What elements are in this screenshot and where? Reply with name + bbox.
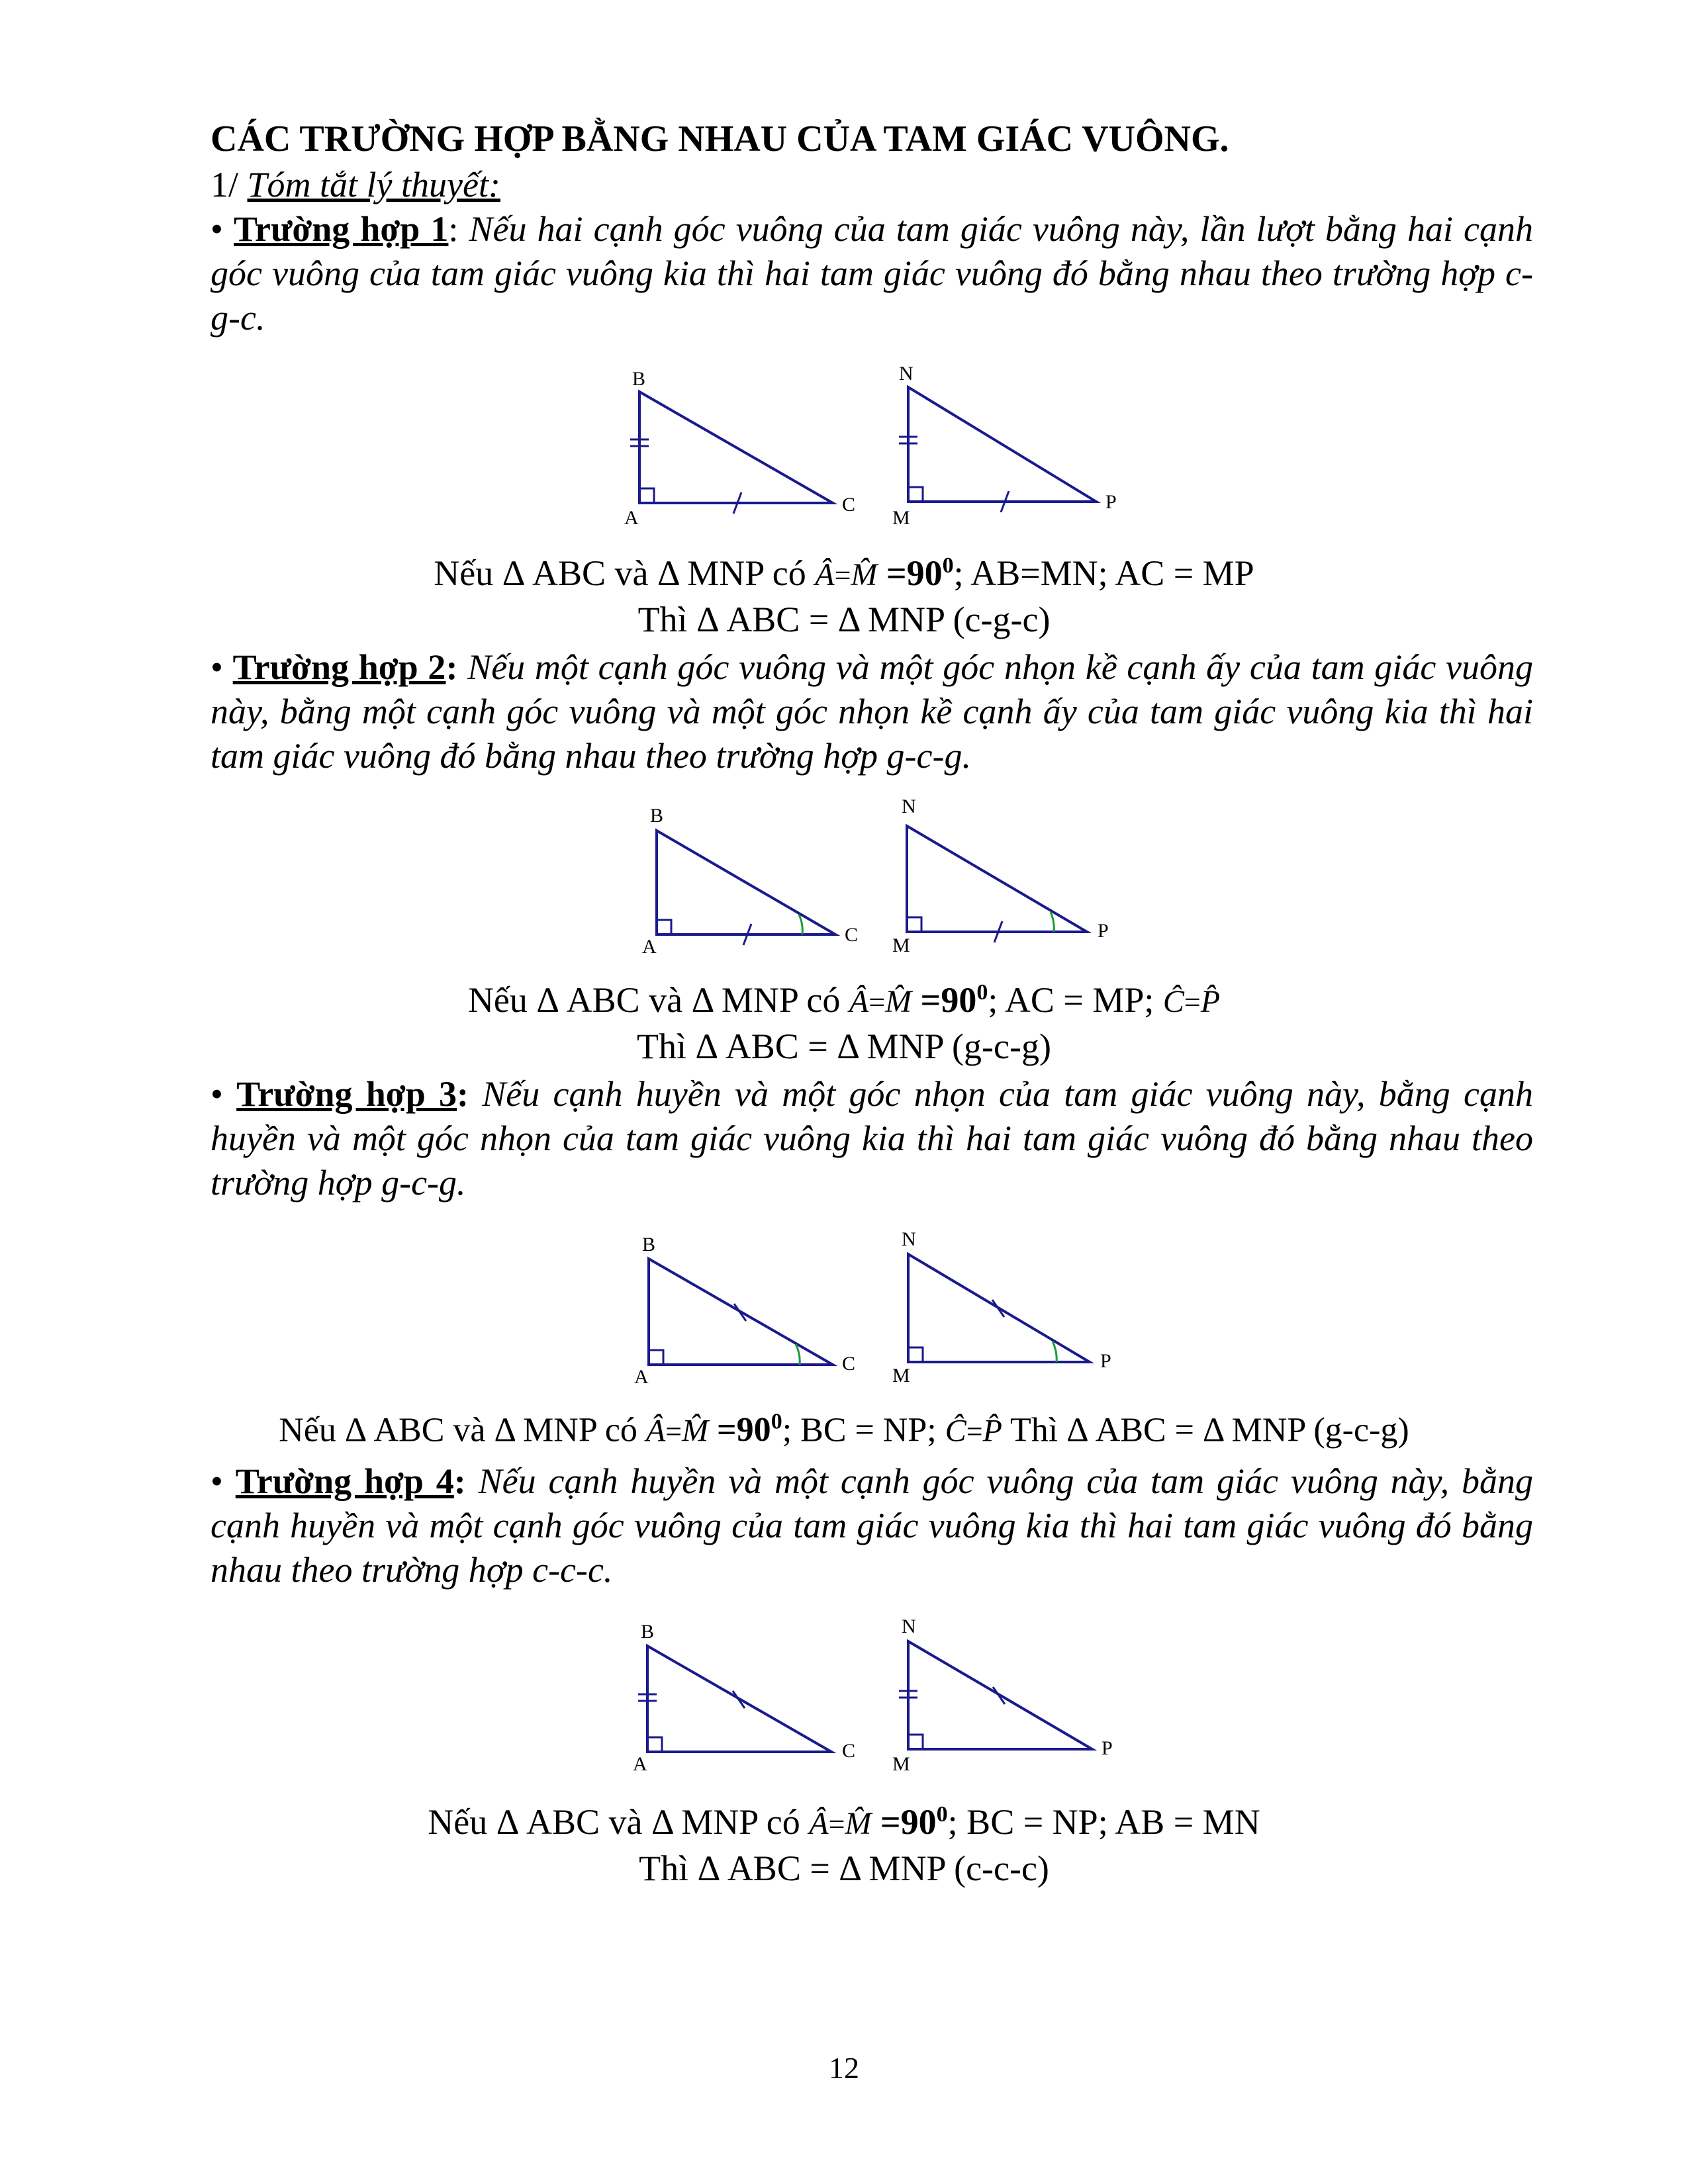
right-angle-mark — [908, 1735, 923, 1749]
angle-p: P̂ — [982, 1413, 1002, 1449]
vertex-label-m: M — [892, 934, 910, 956]
case-3-paragraph — [211, 1072, 1533, 1205]
case-4-label: Trường hợp 4 — [235, 1461, 454, 1501]
vertex-label-n: N — [902, 1228, 916, 1250]
triangle-abc — [642, 805, 858, 958]
case-1-colon: : — [448, 209, 459, 249]
case-3-conclusion: Thì Δ ABC = Δ MNP (g-c-g) — [1009, 1411, 1409, 1449]
case-2-conclusion: Thì Δ ABC = Δ MNP (g-c-g) — [637, 1026, 1051, 1066]
case-1-paragraph — [211, 207, 1533, 340]
section-label: Tóm tắt lý thuyết: — [247, 165, 500, 205]
angle-c-arc — [796, 1344, 800, 1365]
case-4-colon: : — [453, 1461, 466, 1501]
case-4-figure — [0, 1605, 1688, 1777]
triangle-abc — [624, 368, 855, 529]
tick-mark — [992, 1300, 1004, 1317]
triangle-mnp-shape — [908, 1641, 1092, 1749]
triangle-abc-shape — [657, 831, 835, 934]
case-3-label: Trường hợp 3 — [236, 1074, 457, 1114]
case-2-figure — [0, 788, 1688, 960]
case-2-colon: : — [445, 647, 458, 687]
page-title: CÁC TRƯỜNG HỢP BẰNG NHAU CỦA TAM GIÁC VUÔNG. — [211, 118, 1229, 159]
case-1-condition — [0, 553, 1688, 594]
vertex-label-b: B — [642, 1234, 656, 1255]
case-4-paragraph — [211, 1459, 1533, 1592]
condition-suffix: ; BC = NP; — [782, 1411, 937, 1449]
case-3-text: Nếu cạnh huyền và một góc nhọn của tam giác vuông này, bằng cạnh huyền và một góc nhọn của tam giác vuông kia thì hai tam giác vuông đó bằng nhau theo trường hợp g-c-g. — [211, 1074, 1534, 1203]
vertex-label-a: A — [633, 1753, 647, 1775]
angle-m: M̂ — [682, 1413, 709, 1449]
equals-sign: = — [834, 559, 851, 592]
bullet-icon: • — [211, 647, 223, 687]
vertex-label-p: P — [1105, 491, 1117, 513]
condition-prefix: Nếu Δ ABC và Δ MNP có — [279, 1411, 637, 1449]
triangle-mnp — [892, 363, 1117, 529]
equals-sign: = — [868, 986, 886, 1019]
vertex-label-b: B — [650, 805, 664, 827]
case-3-colon: : — [457, 1074, 469, 1114]
case-2-condition — [0, 979, 1688, 1021]
condition-prefix: Nếu Δ ABC và Δ MNP có — [467, 980, 841, 1020]
condition-prefix: Nếu Δ ABC và Δ MNP có — [428, 1802, 800, 1842]
triangle-mnp-shape — [908, 387, 1096, 502]
vertex-label-b: B — [641, 1621, 655, 1643]
angle-p-arc — [1053, 1342, 1056, 1362]
case-3-condition — [0, 1410, 1688, 1449]
vertex-label-a: A — [634, 1366, 649, 1388]
angle-a: Â — [645, 1413, 666, 1449]
vertex-label-a: A — [624, 507, 639, 529]
triangle-mnp-shape — [907, 826, 1087, 932]
angle-c: Ĉ — [1162, 984, 1184, 1019]
angle-c-arc — [799, 915, 802, 934]
case-4-conclusion: Thì Δ ABC = Δ MNP (c-c-c) — [639, 1848, 1049, 1888]
angle-a: Â — [809, 1806, 829, 1841]
vertex-label-a: A — [642, 936, 657, 958]
case-4-condition — [0, 1801, 1688, 1843]
case-2-paragraph — [211, 645, 1533, 778]
angle-a: Â — [815, 557, 835, 592]
case-2-label: Trường hợp 2 — [232, 647, 446, 687]
right-angle-value: $=90^0$ — [920, 980, 988, 1020]
angle-m: M̂ — [851, 557, 878, 592]
case-4-text: Nếu cạnh huyền và một cạnh góc vuông của tam giác vuông này, bằng cạnh huyền và một cạnh góc vuông của tam giác vuông kia thì hai tam giác vuông đó bằng nhau theo trường hợp c-c-c. — [211, 1461, 1534, 1590]
equals-sign: = — [966, 1415, 983, 1448]
triangle-abc-shape — [639, 392, 833, 503]
case-1-figure — [0, 357, 1688, 529]
triangle-mnp — [892, 796, 1109, 956]
bullet-icon: • — [211, 1074, 223, 1114]
right-angle-mark — [657, 920, 671, 934]
equals-sign: = — [828, 1808, 845, 1841]
vertex-label-n: N — [902, 1615, 916, 1637]
vertex-label-p: P — [1102, 1737, 1113, 1759]
vertex-label-p: P — [1100, 1350, 1111, 1372]
angle-p-arc — [1051, 912, 1054, 932]
triangle-mnp — [892, 1228, 1111, 1387]
right-angle-value: $=90^0$ — [880, 1802, 948, 1842]
angle-m: M̂ — [885, 984, 912, 1019]
vertex-label-m: M — [892, 1753, 910, 1775]
page-number: 12 — [829, 2051, 859, 2085]
right-angle-mark — [907, 917, 921, 932]
case-2-text: Nếu một cạnh góc vuông và một góc nhọn kề cạnh ấy của tam giác vuông này, bằng một cạnh góc vuông và một góc nhọn kề cạnh ấy của tam giác vuông kia thì hai tam giác vuông đó bằng nhau theo trường hợp g-c-g. — [211, 647, 1533, 776]
angle-c: Ĉ — [945, 1413, 966, 1449]
equals-sign: = — [1184, 986, 1201, 1019]
vertex-label-c: C — [845, 924, 859, 946]
bullet-icon: • — [211, 209, 223, 249]
vertex-label-b: B — [632, 368, 646, 390]
case-3-figure — [0, 1218, 1688, 1390]
right-angle-mark — [639, 488, 654, 503]
triangle-abc — [634, 1234, 855, 1388]
right-angle-value: $=90^0$ — [886, 553, 954, 593]
case-1-text: Nếu hai cạnh góc vuông của tam giác vuông này, lần lượt bằng hai cạnh góc vuông của tam giác vuông kia thì hai tam giác vuông đó bằng nhau theo trường hợp c-g-c. — [211, 209, 1534, 338]
right-angle-mark — [908, 1347, 923, 1362]
vertex-label-c: C — [842, 1353, 856, 1375]
vertex-label-n: N — [899, 363, 914, 385]
angle-a: Â — [849, 984, 869, 1019]
section-heading — [211, 164, 500, 205]
condition-suffix: ; BC = NP; AB = MN — [947, 1802, 1260, 1842]
condition-suffix: ; AB=MN; AC = MP — [953, 553, 1254, 593]
right-angle-mark — [647, 1737, 662, 1752]
triangle-mnp — [892, 1615, 1113, 1775]
vertex-label-c: C — [842, 494, 856, 516]
section-number: 1/ — [211, 165, 239, 205]
vertex-label-c: C — [842, 1740, 856, 1762]
case-1-label: Trường hợp 1 — [233, 209, 449, 249]
condition-suffix: ; AC = MP; — [988, 980, 1154, 1020]
triangle-abc — [633, 1621, 855, 1775]
case-1-conclusion: Thì Δ ABC = Δ MNP (c-g-c) — [637, 600, 1051, 639]
bullet-icon: • — [211, 1461, 223, 1501]
right-angle-value: $=90^0$ — [717, 1410, 782, 1449]
vertex-label-p: P — [1098, 920, 1109, 942]
vertex-label-m: M — [892, 1365, 910, 1387]
right-angle-mark — [908, 487, 923, 502]
condition-prefix: Nếu Δ ABC và Δ MNP có — [434, 553, 806, 593]
equals-sign: = — [665, 1415, 682, 1448]
angle-p: P̂ — [1200, 984, 1221, 1019]
angle-m: M̂ — [845, 1806, 872, 1841]
vertex-label-n: N — [902, 796, 916, 817]
vertex-label-m: M — [892, 507, 910, 529]
right-angle-mark — [649, 1350, 663, 1365]
